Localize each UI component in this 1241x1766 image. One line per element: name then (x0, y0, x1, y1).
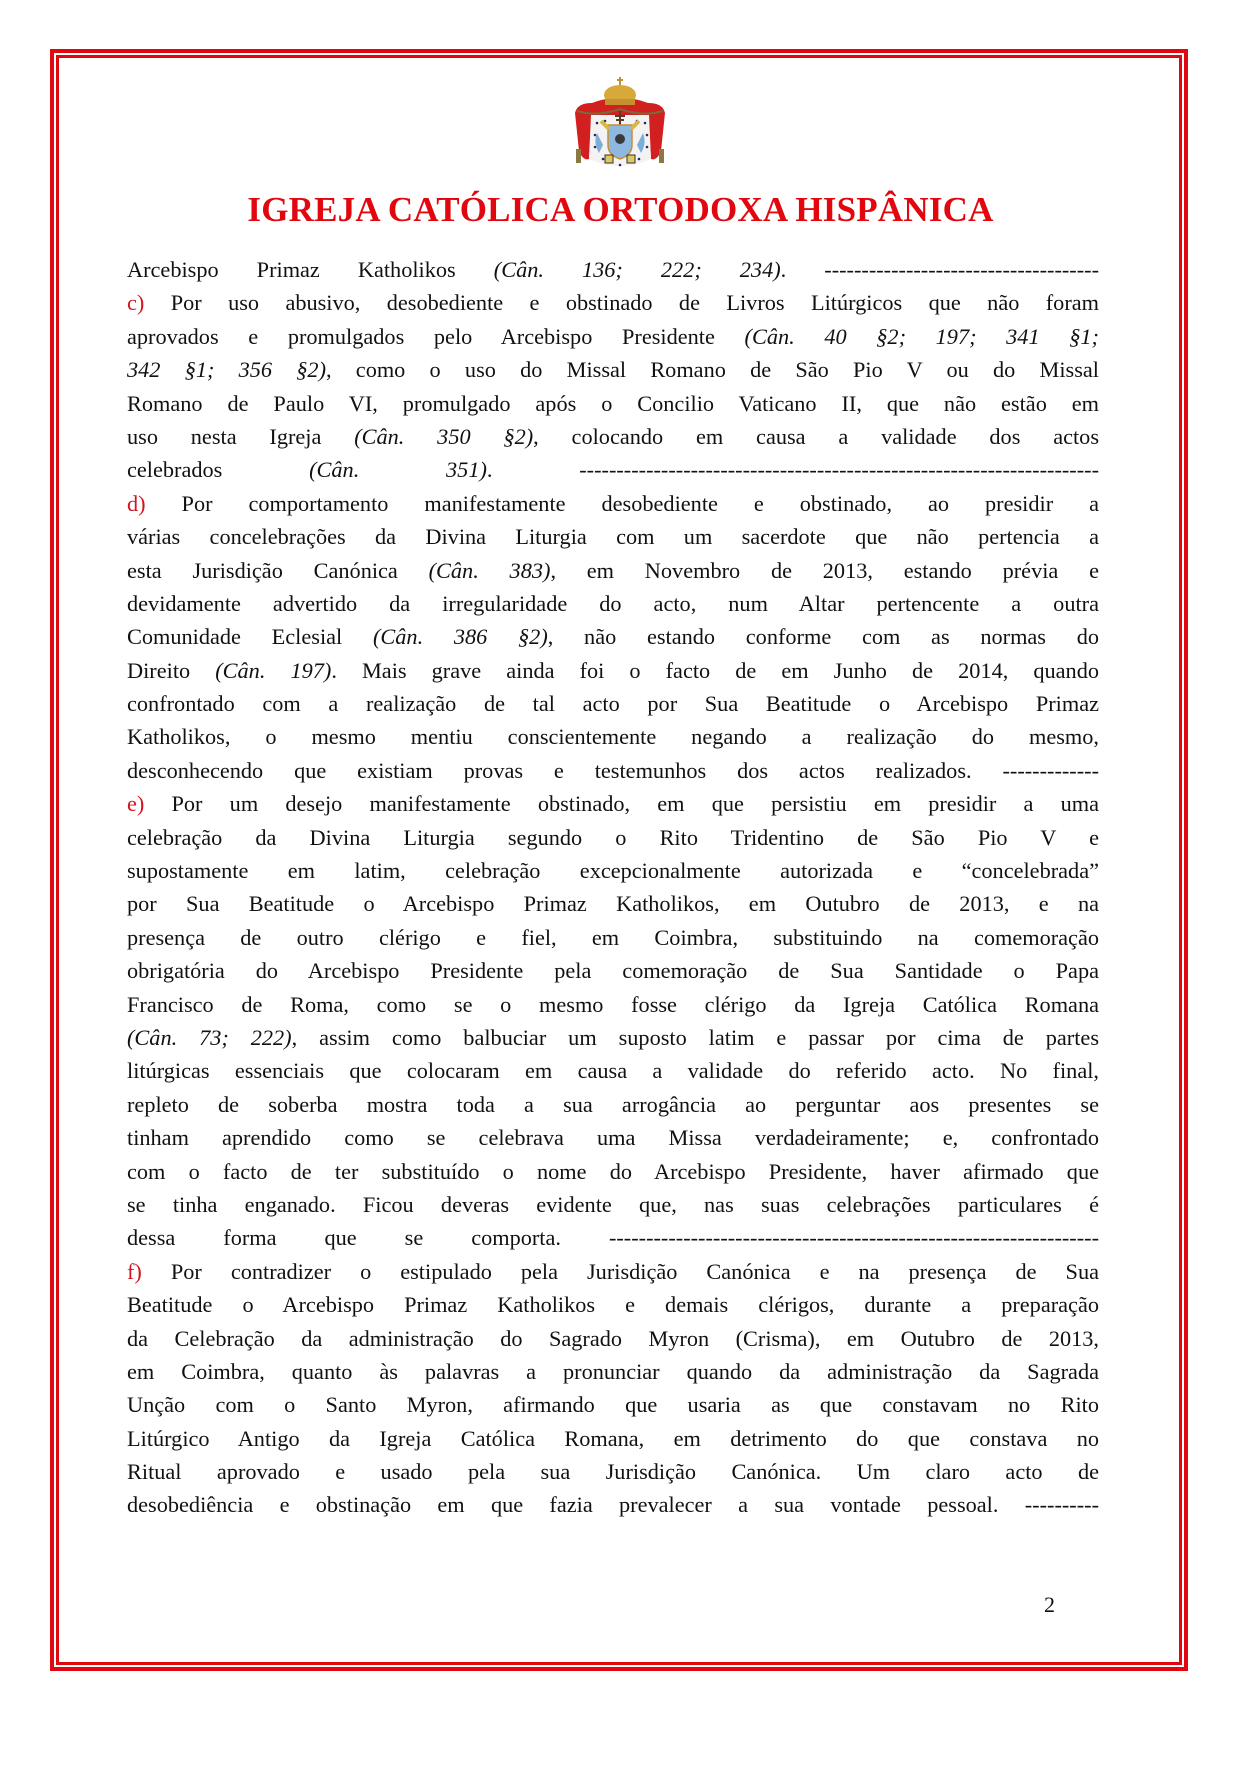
text-segment: . ---------------------------------------------------------------------- (486, 457, 1099, 483)
text-line (127, 1221, 1099, 1254)
canon-citation: (Cân. 350 §2) (354, 423, 534, 449)
text-segment: devidamente advertido da irregularidade do acto, num Altar pertencente a outra (127, 590, 1099, 616)
text-segment: várias concelebrações da Divina Liturgia com um sacerdote que não pertencia a (127, 524, 1099, 550)
text-segment: Arcebispo Primaz Katholikos (127, 257, 494, 282)
text-line (127, 687, 1099, 720)
text-line (127, 720, 1099, 753)
text-segment: desconhecendo que existiam provas e testemunhos dos actos realizados. ------------- (127, 757, 1099, 783)
text-segment: confrontado com a realização de tal acto por Sua Beatitude o Arcebispo Primaz (127, 691, 1099, 717)
text-segment: litúrgicas essenciais que colocaram em causa a validade do referido acto. No final, (127, 1058, 1099, 1084)
canon-citation: (Cân. 383) (428, 557, 551, 583)
text-line (127, 1455, 1099, 1488)
canon-citation: (Cân. 40 §2; 197; 341 §1; (744, 323, 1099, 349)
text-line (127, 1021, 1099, 1054)
text-line (127, 988, 1099, 1021)
text-segment: Comunidade Eclesial (127, 624, 373, 650)
item-marker: d) (127, 490, 146, 516)
page-number: 2 (1044, 1592, 1055, 1617)
text-segment: repleto de soberba mostra toda a sua arrogância ao perguntar aos presentes se (127, 1091, 1099, 1117)
text-segment: em Coimbra, quanto às palavras a pronunciar quando da administração da Sagrada (127, 1358, 1099, 1384)
text-segment: supostamente em latim, celebração excepcionalmente autorizada e “concelebrada” (127, 858, 1099, 884)
item-marker: c) (127, 290, 145, 316)
text-line (127, 854, 1099, 887)
canon-citation: (Cân. 73; 222) (127, 1024, 292, 1050)
text-line (127, 954, 1099, 987)
text-line (127, 587, 1099, 620)
canon-citation: (Cân. 351) (309, 457, 487, 483)
text-segment: aprovados e promulgados pelo Arcebispo Presidente (127, 323, 745, 349)
canon-citation: (Cân. 386 §2) (372, 624, 548, 650)
text-line (127, 387, 1099, 420)
text-segment: Por contradizer o estipulado pela Jurisdição Canónica e na presença de Sua (141, 1258, 1099, 1284)
text-line (127, 320, 1099, 353)
text-segment: Direito (127, 657, 216, 683)
text-segment: Francisco de Roma, como se o mesmo fosse clérigo da Igreja Católica Romana (127, 991, 1099, 1017)
canon-citation: 342 §1; 356 §2) (127, 357, 326, 383)
text-line (127, 1255, 1099, 1288)
text-line (127, 654, 1099, 687)
text-segment: . ------------------------------------- (780, 257, 1099, 282)
text-segment: dessa forma que se comporta. ------------------------------------------------------------------ (127, 1225, 1099, 1251)
text-segment: se tinha enganado. Ficou deveras evidente que, nas suas celebrações particulares é (127, 1191, 1099, 1217)
text-segment: esta Jurisdição Canónica (127, 557, 429, 583)
text-line (127, 1121, 1099, 1154)
text-segment: Romano de Paulo VI, promulgado após o Concilio Vaticano II, que não estão em (127, 390, 1099, 416)
text-line (127, 1355, 1099, 1388)
text-segment: com o facto de ter substituído o nome do Arcebispo Presidente, haver afirmado que (127, 1158, 1099, 1184)
text-segment: Beatitude o Arcebispo Primaz Katholikos e demais clérigos, durante a preparação (127, 1292, 1099, 1318)
text-line (127, 1088, 1099, 1121)
text-line (127, 554, 1099, 587)
text-line (127, 821, 1099, 854)
text-line (127, 453, 1099, 486)
text-segment: , colocando em causa a validade dos actos (533, 423, 1099, 449)
text-segment: da Celebração da administração do Sagrado Myron (Crisma), em Outubro de 2013, (127, 1325, 1099, 1351)
text-segment: uso nesta Igreja (127, 423, 355, 449)
canon-citation: (Cân. 197) (215, 657, 332, 683)
text-line (127, 353, 1099, 386)
text-segment: Katholikos, o mesmo mentiu conscientemente negando a realização do mesmo, (127, 724, 1099, 750)
text-line (127, 487, 1099, 520)
text-segment: tinham aprendido como se celebrava uma Missa verdadeiramente; e, confrontado (127, 1125, 1099, 1151)
coat-of-arms-icon (567, 73, 673, 177)
text-segment: , assim como balbuciar um suposto latim e passar por cima de partes (291, 1024, 1099, 1050)
text-line (127, 1155, 1099, 1188)
text-segment: desobediência e obstinação em que fazia prevalecer a sua vontade pessoal. ---------- (127, 1492, 1099, 1518)
text-line (127, 787, 1099, 820)
canon-citation: (Cân. 136; 222; 234) (493, 257, 781, 282)
text-segment: celebração da Divina Liturgia segundo o Rito Tridentino de São Pio V e (127, 824, 1099, 850)
text-line (127, 420, 1099, 453)
text-segment: Por uso abusivo, desobediente e obstinado de Livros Litúrgicos que não foram (144, 290, 1099, 316)
text-line (127, 1422, 1099, 1455)
text-segment: , em Novembro de 2013, estando prévia e (550, 557, 1099, 583)
text-line (127, 520, 1099, 553)
text-line (127, 754, 1099, 787)
text-line (127, 1054, 1099, 1087)
text-segment: por Sua Beatitude o Arcebispo Primaz Katholikos, em Outubro de 2013, e na (127, 891, 1099, 917)
text-segment: Por um desejo manifestamente obstinado, em que persistiu em presidir a uma (144, 791, 1099, 817)
text-segment: Litúrgico Antigo da Igreja Católica Romana, em detrimento do que constava no (127, 1425, 1099, 1451)
text-line (127, 921, 1099, 954)
text-line (127, 253, 1099, 286)
item-marker: e) (127, 791, 145, 817)
text-line (127, 1388, 1099, 1421)
text-line (127, 286, 1099, 319)
text-segment: Unção com o Santo Myron, afirmando que usaria as que constavam no Rito (127, 1392, 1099, 1418)
text-line (127, 1188, 1099, 1221)
text-segment: , como o uso do Missal Romano de São Pio V ou do Missal (326, 357, 1099, 383)
text-line (127, 1488, 1099, 1521)
text-line (127, 1322, 1099, 1355)
text-segment: Ritual aprovado e usado pela sua Jurisdição Canónica. Um claro acto de (127, 1459, 1099, 1485)
text-segment: celebrados (127, 457, 310, 483)
text-line (127, 1288, 1099, 1321)
item-marker: f) (127, 1258, 142, 1284)
text-segment: obrigatória do Arcebispo Presidente pela comemoração de Sua Santidade o Papa (127, 958, 1099, 984)
text-segment: presença de outro clérigo e fiel, em Coimbra, substituindo na comemoração (127, 924, 1099, 950)
text-line (127, 887, 1099, 920)
text-segment: . Mais grave ainda foi o facto de em Junho de 2014, quando (331, 657, 1099, 683)
text-segment: Por comportamento manifestamente desobediente e obstinado, ao presidir a (145, 490, 1099, 516)
document-body (127, 253, 1099, 1522)
text-segment: , não estando conforme com as normas do (547, 624, 1099, 650)
text-line (127, 620, 1099, 653)
document-title: IGREJA CATÓLICA ORTODOXA HISPÂNICA (247, 190, 994, 229)
